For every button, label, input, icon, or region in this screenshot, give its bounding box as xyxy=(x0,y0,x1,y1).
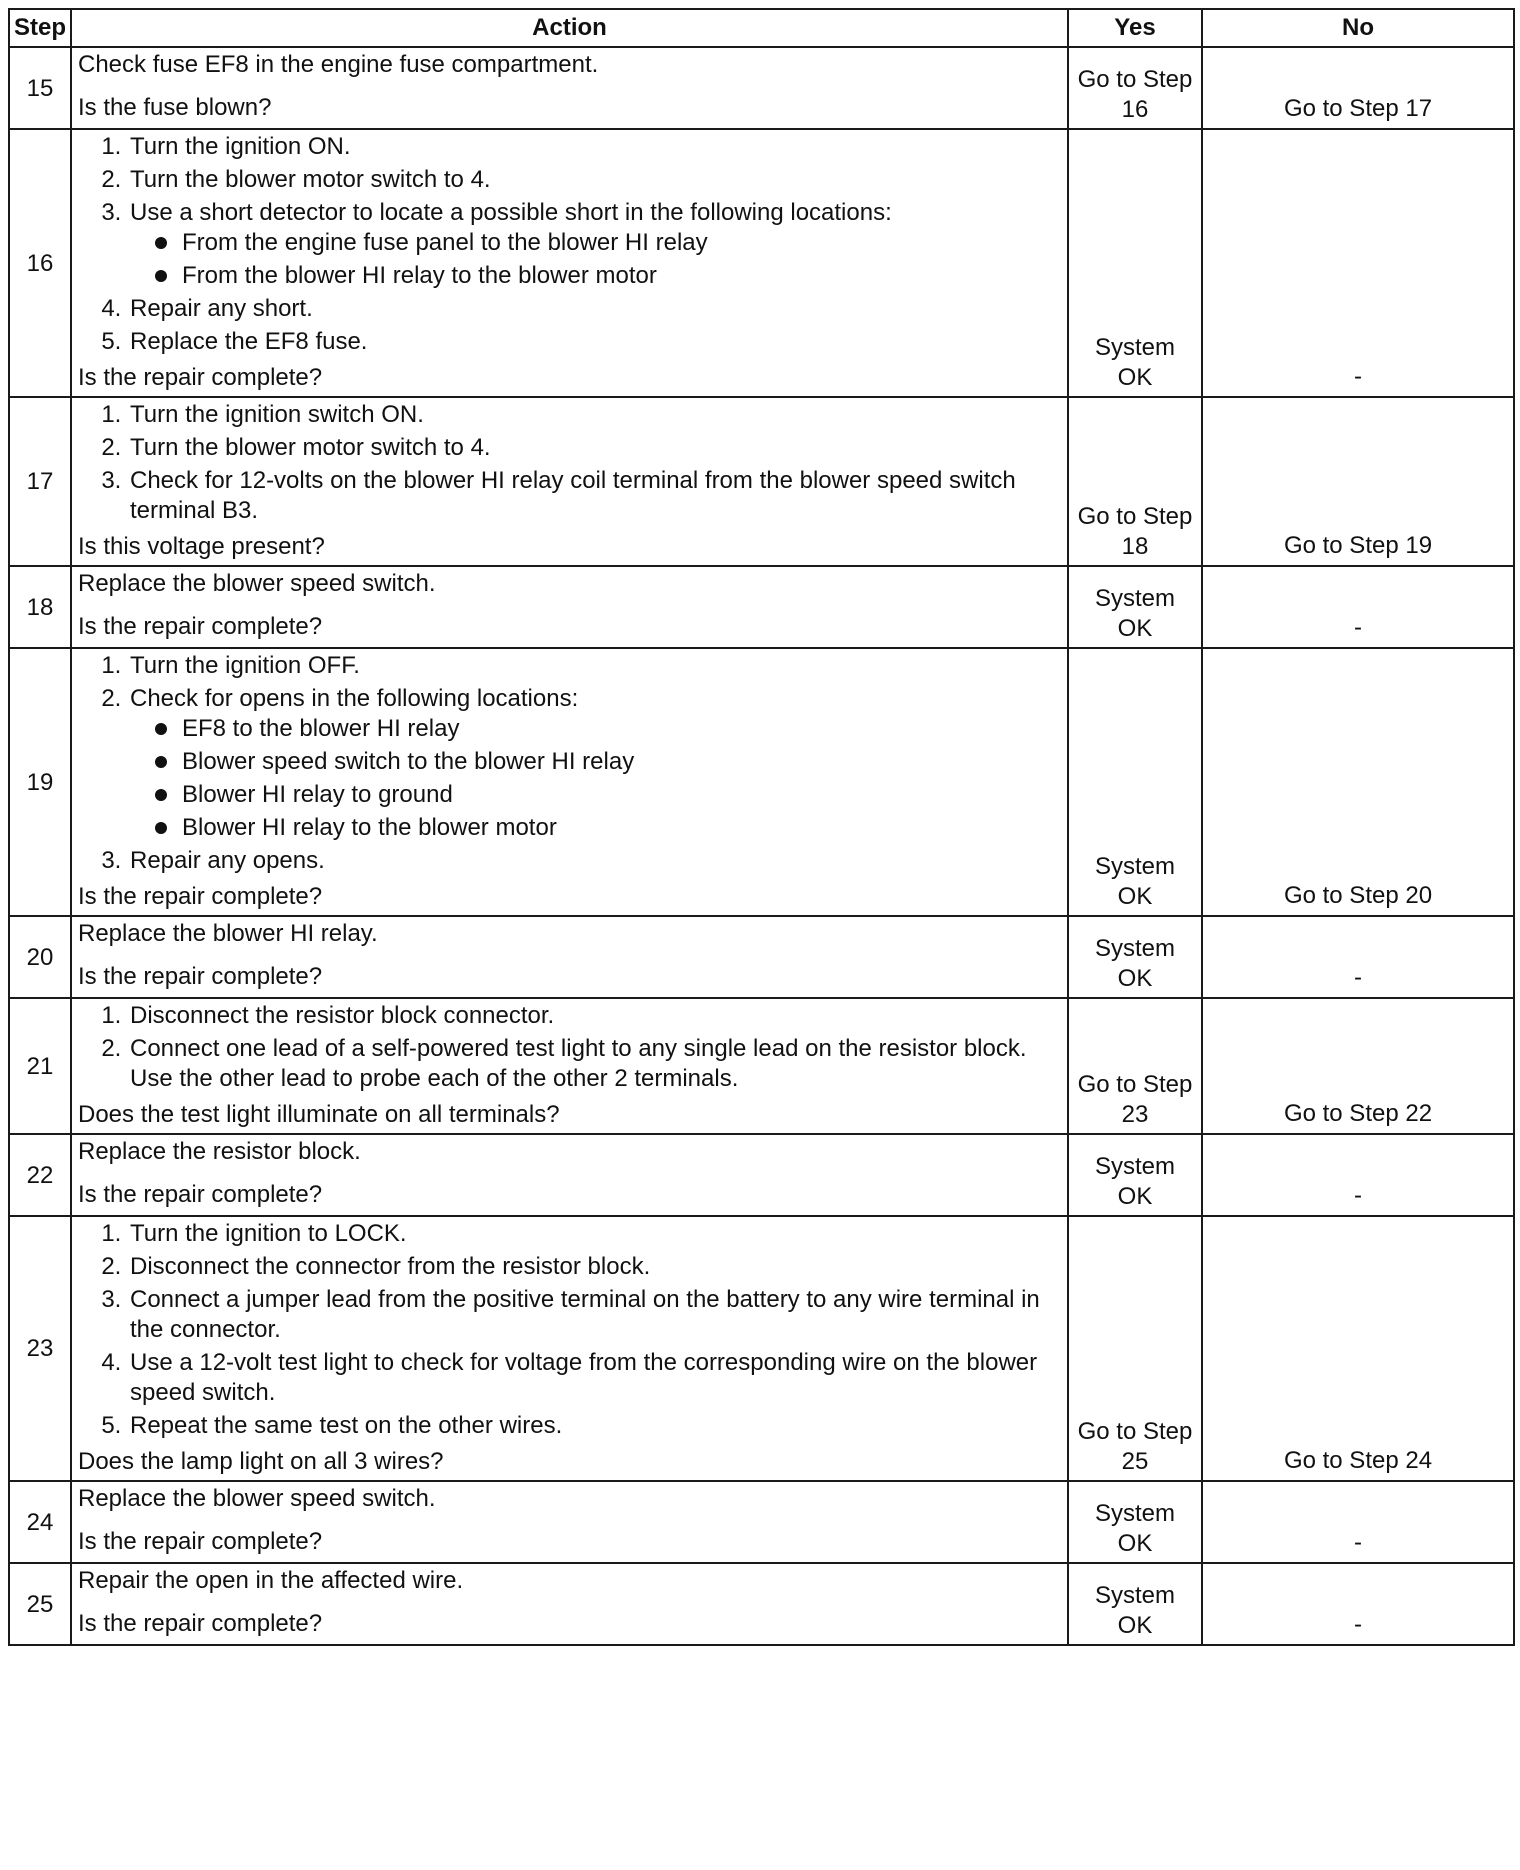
step-number: 22 xyxy=(9,1134,71,1216)
yes-outcome-line: 18 xyxy=(1121,533,1149,560)
action-instruction: Replace the resistor block. xyxy=(78,1138,361,1165)
action-step-text: Repeat the same test on the other wires. xyxy=(130,1412,563,1439)
yes-outcome-line: System xyxy=(1094,935,1175,962)
location-bullet: From the engine fuse panel to the blower HI relay xyxy=(180,228,1061,258)
action-step xyxy=(128,466,1061,526)
action-step xyxy=(128,684,1061,843)
yes-outcome xyxy=(1068,648,1202,916)
location-bullet: EF8 to the blower HI relay xyxy=(180,714,1061,744)
yes-outcome-line: OK xyxy=(1117,1530,1153,1557)
step-number: 24 xyxy=(9,1481,71,1563)
yes-outcome-line: OK xyxy=(1117,965,1153,992)
action-step xyxy=(128,1252,1061,1282)
action-cell xyxy=(71,648,1068,916)
table-row xyxy=(9,47,1514,129)
no-outcome: - xyxy=(1202,1134,1514,1216)
location-bullet: Blower HI relay to the blower motor xyxy=(180,813,1061,843)
header-step: Step xyxy=(9,9,71,47)
action-cell xyxy=(71,1481,1068,1563)
header-action: Action xyxy=(71,9,1068,47)
action-question: Is the repair complete? xyxy=(78,1181,323,1208)
action-question: Is the repair complete? xyxy=(78,1528,323,1555)
action-step xyxy=(128,1219,1061,1249)
step-number: 17 xyxy=(9,397,71,566)
table-row xyxy=(9,129,1514,397)
table-row xyxy=(9,566,1514,648)
action-step-text: Disconnect the connector from the resistor block. xyxy=(130,1253,651,1280)
yes-outcome-line: Go to Step xyxy=(1077,66,1193,93)
action-cell xyxy=(71,1134,1068,1216)
table-row xyxy=(9,397,1514,566)
action-step-text: Disconnect the resistor block connector. xyxy=(130,1002,555,1029)
action-step xyxy=(128,1001,1061,1031)
location-bullet: Blower HI relay to ground xyxy=(180,780,1061,810)
no-outcome: Go to Step 20 xyxy=(1202,648,1514,916)
action-cell xyxy=(71,397,1068,566)
action-step xyxy=(128,132,1061,162)
table-row xyxy=(9,1134,1514,1216)
action-steps-list xyxy=(78,400,1061,526)
action-instruction: Replace the blower HI relay. xyxy=(78,920,378,947)
action-step-text: Turn the blower motor switch to 4. xyxy=(130,434,491,461)
action-instruction: Replace the blower speed switch. xyxy=(78,570,436,597)
action-question: Is the repair complete? xyxy=(78,963,323,990)
action-question: Is the repair complete? xyxy=(78,1610,323,1637)
action-step-text: Connect a jumper lead from the positive terminal on the battery to any wire terminal in the connector. xyxy=(130,1286,1040,1343)
action-step xyxy=(128,1034,1061,1094)
yes-outcome-line: 23 xyxy=(1121,1101,1149,1128)
no-outcome: Go to Step 17 xyxy=(1202,47,1514,129)
yes-outcome xyxy=(1068,397,1202,566)
yes-outcome xyxy=(1068,1563,1202,1645)
yes-outcome xyxy=(1068,1481,1202,1563)
step-number: 25 xyxy=(9,1563,71,1645)
yes-outcome-line: System xyxy=(1094,1500,1175,1527)
action-step xyxy=(128,846,1061,876)
action-step xyxy=(128,198,1061,291)
action-cell xyxy=(71,1216,1068,1481)
header-yes: Yes xyxy=(1068,9,1202,47)
location-bullet-list xyxy=(130,714,1061,843)
yes-outcome-line: Go to Step xyxy=(1077,1071,1193,1098)
diagnostic-table xyxy=(8,8,1515,1646)
yes-outcome-line: 16 xyxy=(1121,96,1149,123)
yes-outcome-line: OK xyxy=(1117,364,1153,391)
action-question: Is the repair complete? xyxy=(78,883,323,910)
action-step xyxy=(128,651,1061,681)
yes-outcome-line: OK xyxy=(1117,1612,1153,1639)
action-step xyxy=(128,1411,1061,1441)
action-question: Is the fuse blown? xyxy=(78,94,272,121)
yes-outcome-line: OK xyxy=(1117,615,1153,642)
step-number: 21 xyxy=(9,998,71,1134)
no-outcome: - xyxy=(1202,566,1514,648)
action-question: Is the repair complete? xyxy=(78,364,323,391)
yes-outcome-line: OK xyxy=(1117,1183,1153,1210)
action-step-text: Check for 12-volts on the blower HI relay coil terminal from the blower speed switch terminal B3. xyxy=(130,467,1016,524)
action-question: Does the test light illuminate on all terminals? xyxy=(78,1101,560,1128)
action-step-text: Turn the ignition OFF. xyxy=(130,652,360,679)
table-row xyxy=(9,1481,1514,1563)
no-outcome: - xyxy=(1202,1481,1514,1563)
action-step xyxy=(128,400,1061,430)
action-cell xyxy=(71,998,1068,1134)
no-outcome: Go to Step 24 xyxy=(1202,1216,1514,1481)
yes-outcome-line: 25 xyxy=(1121,1448,1149,1475)
action-question: Does the lamp light on all 3 wires? xyxy=(78,1448,444,1475)
yes-outcome-line: System xyxy=(1094,1153,1175,1180)
step-number: 23 xyxy=(9,1216,71,1481)
action-step-text: Use a short detector to locate a possible short in the following locations: xyxy=(130,199,892,226)
location-bullet: Blower speed switch to the blower HI relay xyxy=(180,747,1061,777)
yes-outcome-line: System xyxy=(1094,1582,1175,1609)
action-instruction: Replace the blower speed switch. xyxy=(78,1485,436,1512)
location-bullet-list xyxy=(130,228,1061,291)
yes-outcome xyxy=(1068,998,1202,1134)
table-row xyxy=(9,1563,1514,1645)
diagnostic-table-document xyxy=(8,8,1513,1646)
yes-outcome-line: System xyxy=(1094,585,1175,612)
yes-outcome-line: System xyxy=(1094,853,1175,880)
action-cell xyxy=(71,129,1068,397)
action-step-text: Turn the ignition ON. xyxy=(130,133,351,160)
action-steps-list xyxy=(78,1219,1061,1441)
action-step xyxy=(128,327,1061,357)
yes-outcome xyxy=(1068,47,1202,129)
action-step-text: Connect one lead of a self-powered test light to any single lead on the resistor block. Use the other lead to probe each of the other 2 terminals. xyxy=(130,1035,1027,1092)
action-step xyxy=(128,1285,1061,1345)
yes-outcome-line: Go to Step xyxy=(1077,503,1193,530)
no-outcome: - xyxy=(1202,1563,1514,1645)
action-step-text: Repair any short. xyxy=(130,295,313,322)
action-question: Is this voltage present? xyxy=(78,533,325,560)
action-step-text: Repair any opens. xyxy=(130,847,325,874)
no-outcome: Go to Step 19 xyxy=(1202,397,1514,566)
action-instruction: Repair the open in the affected wire. xyxy=(78,1567,464,1594)
action-step xyxy=(128,294,1061,324)
table-row xyxy=(9,916,1514,998)
step-number: 19 xyxy=(9,648,71,916)
action-step-text: Turn the blower motor switch to 4. xyxy=(130,166,491,193)
no-outcome: - xyxy=(1202,916,1514,998)
action-step xyxy=(128,1348,1061,1408)
yes-outcome-line: OK xyxy=(1117,883,1153,910)
step-number: 15 xyxy=(9,47,71,129)
yes-outcome xyxy=(1068,566,1202,648)
action-step-text: Check for opens in the following locations: xyxy=(130,685,579,712)
action-cell xyxy=(71,47,1068,129)
step-number: 18 xyxy=(9,566,71,648)
action-step xyxy=(128,165,1061,195)
table-row xyxy=(9,648,1514,916)
yes-outcome-line: System xyxy=(1094,334,1175,361)
yes-outcome xyxy=(1068,129,1202,397)
no-outcome: - xyxy=(1202,129,1514,397)
action-cell xyxy=(71,1563,1068,1645)
action-steps-list xyxy=(78,651,1061,876)
table-body xyxy=(9,47,1514,1645)
action-cell xyxy=(71,916,1068,998)
action-cell xyxy=(71,566,1068,648)
yes-outcome xyxy=(1068,1216,1202,1481)
yes-outcome xyxy=(1068,916,1202,998)
table-row xyxy=(9,998,1514,1134)
header-row xyxy=(9,9,1514,47)
action-step-text: Replace the EF8 fuse. xyxy=(130,328,368,355)
action-steps-list xyxy=(78,132,1061,357)
action-question: Is the repair complete? xyxy=(78,613,323,640)
location-bullet: From the blower HI relay to the blower motor xyxy=(180,261,1061,291)
yes-outcome xyxy=(1068,1134,1202,1216)
no-outcome: Go to Step 22 xyxy=(1202,998,1514,1134)
action-step xyxy=(128,433,1061,463)
action-step-text: Turn the ignition switch ON. xyxy=(130,401,424,428)
action-step-text: Turn the ignition to LOCK. xyxy=(130,1220,407,1247)
step-number: 16 xyxy=(9,129,71,397)
header-no: No xyxy=(1202,9,1514,47)
table-row xyxy=(9,1216,1514,1481)
yes-outcome-line: Go to Step xyxy=(1077,1418,1193,1445)
action-step-text: Use a 12-volt test light to check for voltage from the corresponding wire on the blower speed switch. xyxy=(130,1349,1038,1406)
action-steps-list xyxy=(78,1001,1061,1094)
action-instruction: Check fuse EF8 in the engine fuse compartment. xyxy=(78,51,599,78)
step-number: 20 xyxy=(9,916,71,998)
